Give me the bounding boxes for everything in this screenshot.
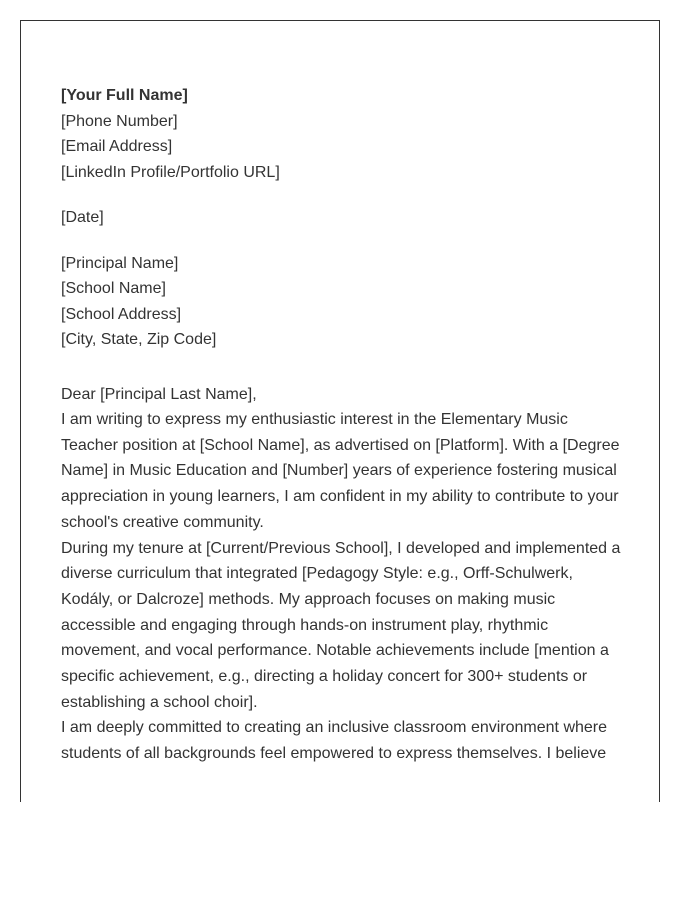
sender-block [61,83,621,185]
body-paragraph-1: I am writing to express my enthusiastic interest in the Elementary Music Teacher position at [School Name], as advertised on [Platform]. With a [Degree Name] in Music Education and [Number] years of experience fostering musical appreciation in young learners, I am confident in my ability to contribute to your school's creative community. [61,411,620,531]
sender-phone: [Phone Number] [61,112,178,130]
sender-email: [Email Address] [61,138,173,155]
salutation: Dear [Principal Last Name], [61,385,257,403]
recipient-school: [School Name] [61,280,166,297]
letter-content [61,83,621,767]
body-paragraph-2: During my tenure at [Current/Previous School], I developed and implemented a diverse curriculum that integrated [Pedagogy Style: e.g., Orff-Schulwerk, Kodály, or Dalcroze] methods. My approach focuses on making music accessible and engaging through hands-on instrument play, rhythmic movement, and vocal performance. Notable achievements include [mention a specific achievement, e.g., directing a holiday concert for 300+ students or establishing a school choir]. [61,539,621,711]
letter-page [20,20,660,802]
recipient-city-state-zip: [City, State, Zip Code] [61,331,217,348]
body-paragraph-3: I am deeply committed to creating an inclusive classroom environment where students of all backgrounds feel empowered to express themselves. I believe [61,719,608,763]
recipient-principal: [Principal Name] [61,254,179,272]
recipient-block [61,251,621,353]
recipient-address: [School Address] [61,305,182,323]
sender-name: [Your Full Name] [61,87,188,104]
letter-date: [Date] [61,209,104,226]
sender-linkedin: [LinkedIn Profile/Portfolio URL] [61,163,280,181]
date-block [61,205,621,231]
